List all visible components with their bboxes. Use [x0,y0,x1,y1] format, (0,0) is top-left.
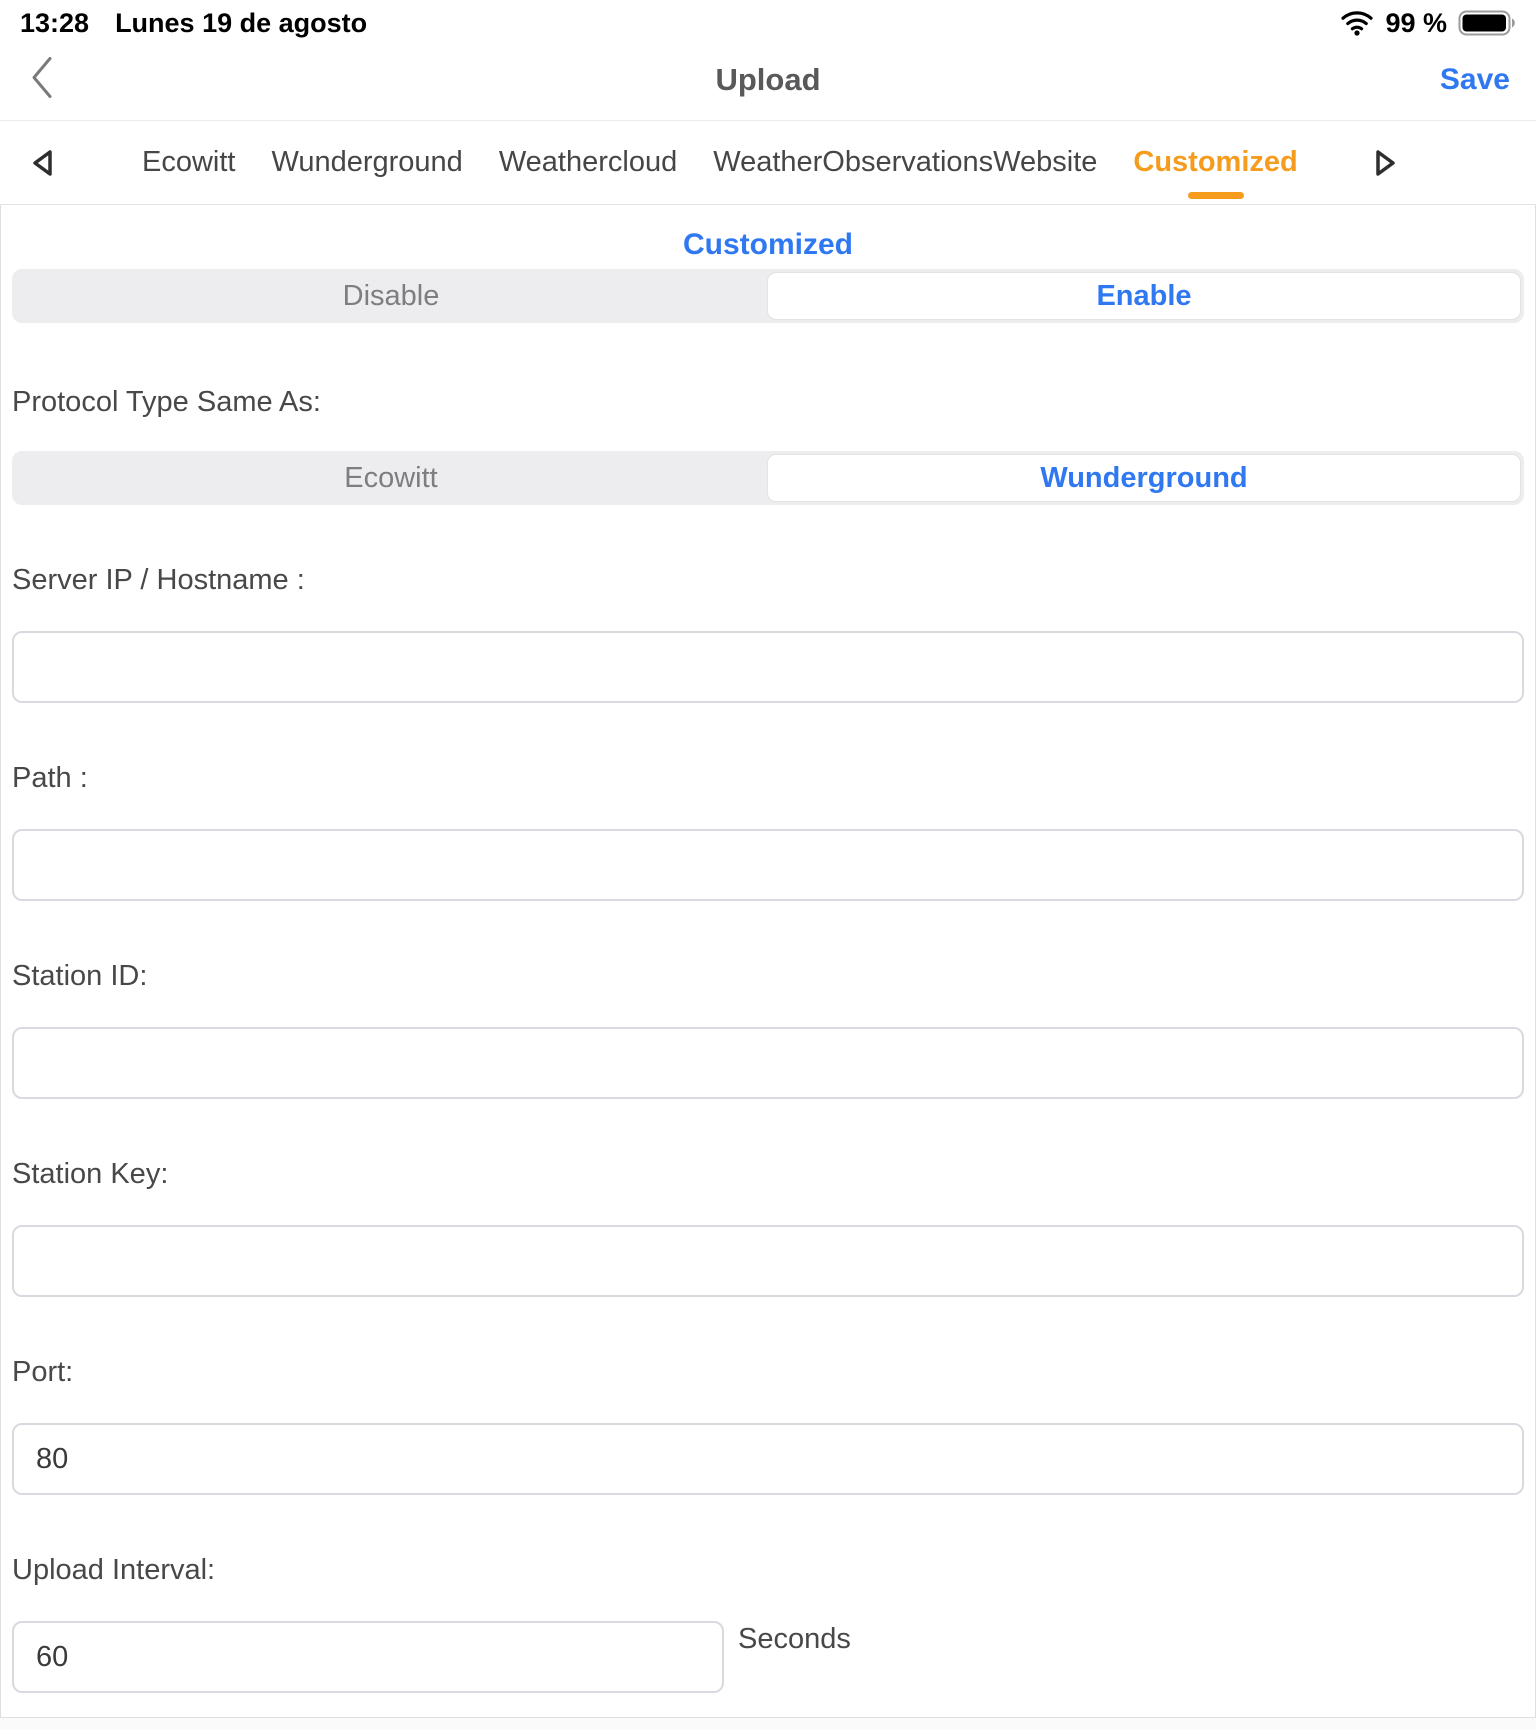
scroll-left-icon[interactable] [30,147,56,179]
toggle-option-enable[interactable]: Enable [767,272,1521,320]
upload-interval-unit: Seconds [738,1622,851,1655]
upload-interval-field-group [12,1555,1524,1693]
server-ip-label: Server IP / Hostname : [12,564,305,596]
tab-wunderground[interactable]: Wunderground [271,146,463,178]
tab-ecowitt[interactable]: Ecowitt [142,146,236,178]
toggle-option-wunderground[interactable]: Wunderground [767,454,1521,502]
server-ip-input[interactable] [12,631,1524,703]
customized-settings-panel [0,205,1536,1718]
scroll-right-icon[interactable] [1372,147,1398,179]
nav-bar [0,40,1536,120]
panel-heading: Customized [682,228,853,261]
enable-toggle [12,269,1524,323]
protocol-toggle [12,451,1524,505]
battery-percent: 99 % [1385,7,1447,38]
station-id-field-group [12,961,1524,1099]
station-id-label: Station ID: [12,960,148,992]
status-date: Lunes 19 de agosto [115,7,368,38]
upload-interval-input[interactable] [12,1621,724,1693]
wifi-icon [1340,10,1374,36]
tab-customized[interactable]: Customized [1133,121,1297,204]
path-field-group [12,763,1524,901]
tab-weatherobservationswebsite[interactable]: WeatherObservationsWebsite [713,146,1098,178]
port-input[interactable] [12,1423,1524,1495]
station-key-field-group [12,1159,1524,1297]
status-bar [0,0,1536,40]
upload-services-tab-bar [0,120,1536,205]
port-label: Port: [12,1356,74,1388]
save-button[interactable]: Save [1439,63,1510,96]
page-title: Upload [715,62,821,97]
toggle-option-ecowitt[interactable]: Ecowitt [344,461,438,494]
bottom-strip [0,1718,1536,1730]
battery-icon [1458,10,1516,36]
back-chevron-icon[interactable] [28,55,56,106]
port-field-group [12,1357,1524,1495]
station-key-input[interactable] [12,1225,1524,1297]
protocol-type-label: Protocol Type Same As: [12,386,321,418]
path-input[interactable] [12,829,1524,901]
upload-interval-label: Upload Interval: [12,1554,216,1586]
clock-time: 13:28 [20,7,90,38]
path-label: Path : [12,762,88,794]
station-key-label: Station Key: [12,1158,169,1190]
server-ip-field-group [12,565,1524,703]
tab-list [142,121,1398,204]
tab-weathercloud[interactable]: Weathercloud [498,146,678,178]
toggle-option-disable[interactable]: Disable [342,279,440,312]
station-id-input[interactable] [12,1027,1524,1099]
active-tab-underline [1188,192,1244,199]
